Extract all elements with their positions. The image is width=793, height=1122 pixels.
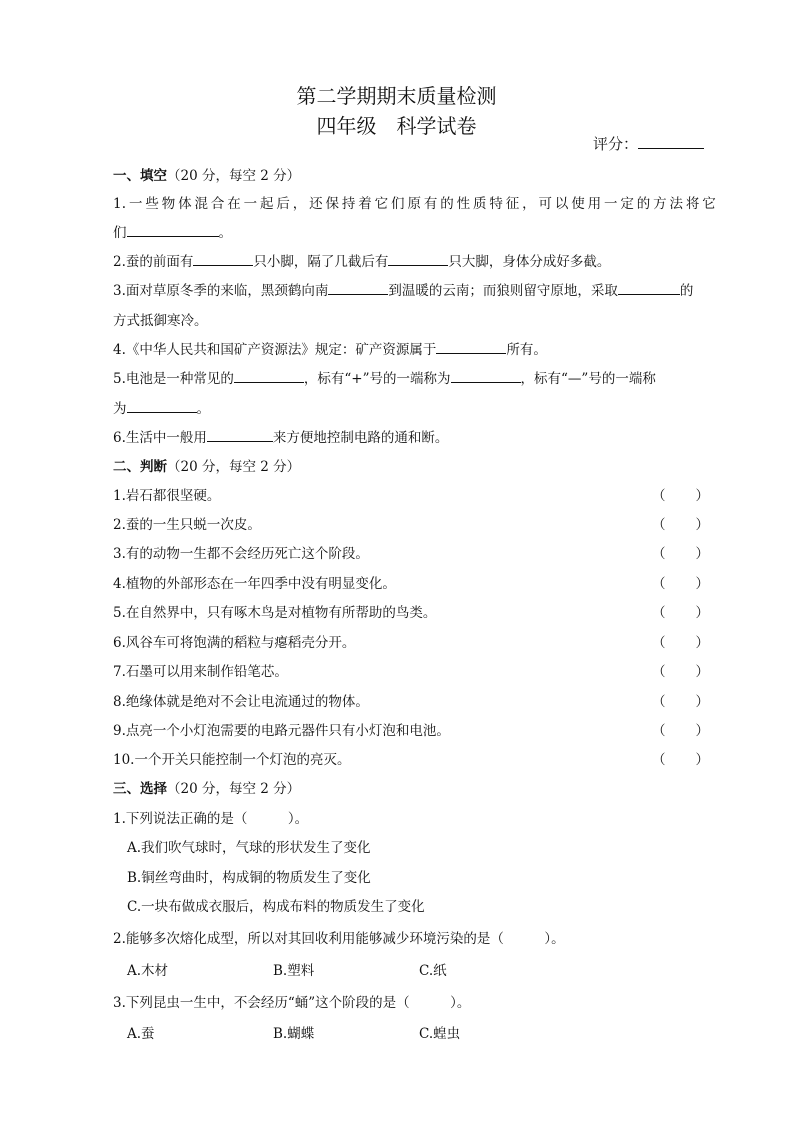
choice-q2-options: [127, 959, 565, 979]
choice-option[interactable]: A.木材: [127, 963, 169, 979]
text: ）: [695, 605, 709, 621]
choice-option[interactable]: C.一块布做成衣服后，构成布料的物质发生了变化: [127, 899, 425, 915]
judge-answer-box[interactable]: [652, 572, 709, 592]
text: 4.《中华人民共和国矿产资源法》规定：矿产资源属于: [113, 342, 437, 358]
text: 们: [113, 225, 127, 241]
exam-subtitle: 四年级 科学试卷: [316, 114, 477, 138]
choice-q1-stem: 1.下列说法正确的是（ ）。: [113, 811, 309, 827]
answer-blank[interactable]: [207, 426, 273, 442]
choice-option[interactable]: B.蝴蝶: [273, 1026, 315, 1042]
judge-answer-box[interactable]: [652, 513, 709, 533]
choice-option[interactable]: A.蚕: [127, 1026, 155, 1042]
score-label: 评分：: [593, 135, 639, 153]
answer-blank[interactable]: [388, 250, 448, 266]
answer-blank[interactable]: [127, 397, 197, 413]
text: （: [652, 488, 666, 504]
judge-item: 9.点亮一个小灯泡需要的电路元器件只有小灯泡和电池。: [113, 723, 450, 739]
text: 为: [113, 401, 127, 417]
judge-answer-box[interactable]: [652, 542, 709, 562]
judge-item: 3.有的动物一生都不会经历死亡这个阶段。: [113, 546, 369, 562]
answer-blank[interactable]: [451, 367, 521, 383]
choice-option[interactable]: C.蝗虫: [419, 1026, 461, 1042]
answer-blank[interactable]: [193, 250, 253, 266]
judge-item: 5.在自然界中，只有啄木鸟是对植物有所帮助的鸟类。: [113, 605, 437, 621]
choice-option[interactable]: B.铜丝弯曲时，构成铜的物质发生了变化: [127, 870, 371, 886]
judge-item: 1.岩石都很坚硬。: [113, 488, 221, 504]
section-title: 一、填空: [113, 168, 167, 184]
text: 所有。: [506, 342, 547, 358]
fill-q6: [113, 426, 448, 446]
text: ，标有“+”号的一端称为: [303, 371, 451, 387]
text: 的: [679, 283, 694, 299]
text: （: [652, 694, 666, 710]
section-title: 三、选择: [113, 781, 167, 797]
text: （: [652, 664, 666, 680]
text: 只大脚，身体分成好多截。: [448, 254, 611, 270]
fill-q3-line2: 方式抵御寒冷。: [113, 313, 208, 329]
text: ）: [695, 488, 709, 504]
text: 来方便地控制电路的通和断。: [272, 430, 449, 446]
judge-item: 4.植物的外部形态在一年四季中没有明显变化。: [113, 576, 396, 592]
judge-answer-box[interactable]: [652, 719, 709, 739]
fill-q5-line2: [113, 397, 210, 417]
answer-blank[interactable]: [234, 367, 304, 383]
text: （: [652, 576, 666, 592]
text: ）: [695, 664, 709, 680]
text: 2.蚕的前面有: [113, 254, 194, 270]
section-note: （20 分，每空 2 分）: [167, 781, 301, 797]
judge-answer-box[interactable]: [652, 690, 709, 710]
text: ）: [695, 694, 709, 710]
fill-q1-line2: [113, 221, 232, 241]
text: ，标有“—”号的一端称: [520, 371, 656, 387]
fill-q5-line1: [113, 367, 656, 387]
text: 。: [218, 225, 232, 241]
judge-item: 7.石墨可以用来制作铅笔芯。: [113, 664, 288, 680]
text: 6.生活中一般用: [113, 430, 207, 446]
text: ）: [695, 576, 709, 592]
fill-q3-line1: [113, 279, 693, 299]
section-choice-heading: [113, 777, 300, 797]
choice-option[interactable]: C.纸: [419, 963, 447, 979]
answer-blank[interactable]: [618, 279, 680, 295]
fill-q2: [113, 250, 610, 270]
fill-q1-line1: 1.一些物体混合在一起后，还保持着它们原有的性质特征，可以使用一定的方法将它: [113, 196, 716, 212]
judge-answer-box[interactable]: [652, 660, 709, 680]
section-note: （20 分，每空 2 分）: [167, 168, 301, 184]
answer-blank[interactable]: [127, 221, 219, 237]
judge-item: 6.风谷车可将饱满的稻粒与瘪稻壳分开。: [113, 635, 356, 651]
text: ）: [695, 752, 709, 768]
text: （: [652, 723, 666, 739]
answer-blank[interactable]: [328, 279, 388, 295]
judge-answer-box[interactable]: [652, 484, 709, 504]
score-field: [593, 133, 704, 154]
text: （: [652, 546, 666, 562]
text: ）: [695, 723, 709, 739]
judge-answer-box[interactable]: [652, 601, 709, 621]
judge-item: 8.绝缘体就是绝对不会让电流通过的物体。: [113, 694, 369, 710]
judge-answer-box[interactable]: [652, 748, 709, 768]
choice-q2-stem: 2.能够多次熔化成型，所以对其回收利用能够减少环境污染的是（ ）。: [113, 931, 565, 947]
section-note: （20 分，每空 2 分）: [167, 459, 301, 475]
judge-item: 2.蚕的一生只蜕一次皮。: [113, 517, 261, 533]
text: 到温暖的云南；而狼则留守原地，采取: [388, 283, 618, 299]
text: 。: [196, 401, 210, 417]
choice-option[interactable]: B.塑料: [273, 963, 315, 979]
section-title: 二、判断: [113, 459, 167, 475]
section-judge-heading: [113, 455, 300, 475]
answer-blank[interactable]: [436, 338, 506, 354]
fill-q4: [113, 338, 547, 358]
text: （: [652, 517, 666, 533]
score-blank[interactable]: [638, 133, 704, 149]
text: （: [652, 752, 666, 768]
text: 只小脚，隔了几截后有: [253, 254, 389, 270]
text: （: [652, 605, 666, 621]
exam-title: 第二学期期末质量检测: [296, 84, 497, 108]
text: （: [652, 635, 666, 651]
text: 5.电池是一种常见的: [113, 371, 234, 387]
choice-q3-stem: 3.下列昆虫一生中，不会经历“蛹”这个阶段的是（ ）。: [113, 995, 471, 1011]
text: 3.面对草原冬季的来临，黑颈鹤向南: [113, 283, 329, 299]
text: ）: [695, 635, 709, 651]
section-fill-heading: [113, 164, 300, 184]
choice-option[interactable]: A.我们吹气球时，气球的形状发生了变化: [127, 840, 371, 856]
choice-q3-options: [127, 1022, 565, 1042]
judge-answer-box[interactable]: [652, 631, 709, 651]
text: ）: [695, 517, 709, 533]
judge-item: 10.一个开关只能控制一个灯泡的亮灭。: [113, 752, 351, 768]
text: ）: [695, 546, 709, 562]
